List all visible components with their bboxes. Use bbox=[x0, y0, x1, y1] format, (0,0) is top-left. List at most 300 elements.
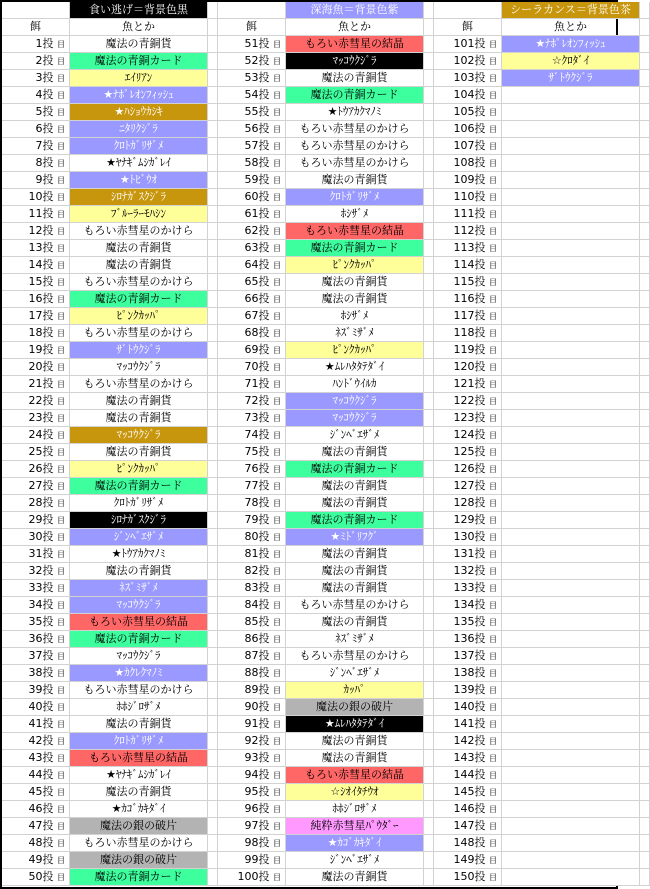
fish-cell[interactable]: 純粋赤彗星ﾊﾟｳﾀﾞｰ bbox=[286, 818, 424, 835]
bait-number-cell[interactable] bbox=[2, 138, 70, 155]
fish-cell[interactable] bbox=[502, 665, 640, 682]
fish-cell[interactable] bbox=[502, 257, 640, 274]
bait-number-cell[interactable] bbox=[218, 240, 286, 257]
bait-number-cell[interactable] bbox=[218, 138, 286, 155]
fish-cell[interactable] bbox=[502, 648, 640, 665]
bait-number-cell[interactable] bbox=[218, 155, 286, 172]
fish-cell[interactable]: 魔法の青銅カード bbox=[286, 461, 424, 478]
fish-cell[interactable]: 魔法の青銅貨 bbox=[70, 393, 208, 410]
bait-number-cell[interactable] bbox=[434, 70, 502, 87]
bait-number-cell[interactable] bbox=[218, 325, 286, 342]
fish-cell[interactable]: ｼﾛﾅｶﾞｽｸｼﾞﾗ bbox=[70, 189, 208, 206]
bait-number-cell[interactable] bbox=[434, 869, 502, 886]
bait-number-cell[interactable] bbox=[434, 427, 502, 444]
fish-cell[interactable]: ☆ｼｵｲﾀﾁｳｵ bbox=[286, 784, 424, 801]
bait-number-cell[interactable] bbox=[2, 699, 70, 716]
bait-number-cell[interactable] bbox=[218, 104, 286, 121]
fish-cell[interactable]: もろい赤彗星のかけら bbox=[286, 597, 424, 614]
fish-cell[interactable]: 魔法の青銅カード bbox=[70, 53, 208, 70]
bait-number-cell[interactable] bbox=[2, 223, 70, 240]
fish-cell[interactable] bbox=[502, 104, 640, 121]
bait-number-cell[interactable] bbox=[218, 291, 286, 308]
fish-cell[interactable]: もろい赤彗星の結晶 bbox=[286, 767, 424, 784]
fish-cell[interactable]: ★ﾔﾅｷﾞﾑｼｶﾞﾚｲ bbox=[70, 155, 208, 172]
bait-number-cell[interactable] bbox=[218, 767, 286, 784]
fish-cell[interactable] bbox=[502, 121, 640, 138]
bait-number-cell[interactable] bbox=[2, 172, 70, 189]
fish-cell[interactable] bbox=[502, 546, 640, 563]
fish-cell[interactable] bbox=[502, 750, 640, 767]
bait-number-cell[interactable] bbox=[434, 172, 502, 189]
bait-number-cell[interactable] bbox=[218, 223, 286, 240]
bait-number-cell[interactable] bbox=[2, 36, 70, 53]
bait-number-cell[interactable] bbox=[434, 529, 502, 546]
bait-number-cell[interactable] bbox=[218, 512, 286, 529]
fish-cell[interactable]: もろい赤彗星のかけら bbox=[286, 121, 424, 138]
bait-number-cell[interactable] bbox=[434, 393, 502, 410]
bait-number-cell[interactable] bbox=[218, 342, 286, 359]
bait-number-cell[interactable] bbox=[2, 614, 70, 631]
bait-number-cell[interactable] bbox=[218, 444, 286, 461]
fish-cell[interactable] bbox=[502, 427, 640, 444]
bait-number-cell[interactable] bbox=[434, 240, 502, 257]
bait-number-cell[interactable] bbox=[2, 682, 70, 699]
bait-number-cell[interactable] bbox=[218, 53, 286, 70]
fish-cell[interactable]: ﾏｯｺｳｸｼﾞﾗ bbox=[70, 359, 208, 376]
bait-number-cell[interactable] bbox=[2, 325, 70, 342]
fish-cell[interactable] bbox=[502, 580, 640, 597]
bait-number-cell[interactable] bbox=[434, 121, 502, 138]
fish-cell[interactable]: もろい赤彗星のかけら bbox=[286, 138, 424, 155]
fish-cell[interactable]: ﾏｯｺｳｸｼﾞﾗ bbox=[70, 597, 208, 614]
fish-cell[interactable] bbox=[502, 716, 640, 733]
bait-number-cell[interactable] bbox=[434, 444, 502, 461]
fish-cell[interactable]: もろい赤彗星のかけら bbox=[70, 274, 208, 291]
fish-cell[interactable]: 魔法の青銅貨 bbox=[286, 580, 424, 597]
fish-cell[interactable]: ﾏｯｺｳｸｼﾞﾗ bbox=[286, 53, 424, 70]
fish-cell[interactable]: もろい赤彗星のかけら bbox=[286, 648, 424, 665]
fish-cell[interactable]: ｼﾞﾝﾍﾞｴｻﾞﾒ bbox=[286, 427, 424, 444]
bait-number-cell[interactable] bbox=[2, 512, 70, 529]
fish-cell[interactable] bbox=[502, 206, 640, 223]
bait-number-cell[interactable] bbox=[218, 784, 286, 801]
bait-number-cell[interactable] bbox=[434, 189, 502, 206]
fish-cell[interactable] bbox=[502, 818, 640, 835]
bait-number-cell[interactable] bbox=[2, 546, 70, 563]
fish-cell[interactable]: ★ﾄﾋﾞｳｵ bbox=[70, 172, 208, 189]
fish-cell[interactable]: ﾋﾟﾝｸｶｯﾊﾟ bbox=[70, 461, 208, 478]
fish-cell[interactable]: ｼﾞﾝﾍﾞｴｻﾞﾒ bbox=[286, 665, 424, 682]
fish-cell[interactable]: 魔法の銀の破片 bbox=[70, 852, 208, 869]
bait-number-cell[interactable] bbox=[2, 767, 70, 784]
fish-cell[interactable] bbox=[502, 410, 640, 427]
fish-cell[interactable]: ｻﾞﾄｳｸｼﾞﾗ bbox=[502, 70, 640, 87]
bait-number-cell[interactable] bbox=[434, 597, 502, 614]
bait-number-cell[interactable] bbox=[2, 495, 70, 512]
fish-cell[interactable]: ﾈｽﾞﾐｻﾞﾒ bbox=[70, 580, 208, 597]
bait-number-cell[interactable] bbox=[218, 563, 286, 580]
fish-cell[interactable]: ﾈｽﾞﾐｻﾞﾒ bbox=[286, 325, 424, 342]
bait-number-cell[interactable] bbox=[218, 733, 286, 750]
fish-cell[interactable]: ★ﾅﾎﾟﾚｵﾝﾌｨｯｼｭ bbox=[70, 87, 208, 104]
bait-number-cell[interactable] bbox=[218, 529, 286, 546]
bait-number-cell[interactable] bbox=[2, 206, 70, 223]
bait-number-cell[interactable] bbox=[218, 869, 286, 886]
bait-number-cell[interactable] bbox=[218, 648, 286, 665]
fish-cell[interactable]: ★ｶｺﾞｶｷﾀﾞｲ bbox=[286, 835, 424, 852]
fish-cell[interactable]: 魔法の青銅貨 bbox=[70, 410, 208, 427]
bait-number-cell[interactable] bbox=[2, 784, 70, 801]
bait-number-cell[interactable] bbox=[2, 580, 70, 597]
fish-cell[interactable] bbox=[502, 852, 640, 869]
fish-cell[interactable]: ﾎﾎｼﾞﾛｻﾞﾒ bbox=[70, 699, 208, 716]
bait-number-cell[interactable] bbox=[218, 665, 286, 682]
fish-cell[interactable] bbox=[502, 563, 640, 580]
bait-number-cell[interactable] bbox=[2, 87, 70, 104]
bait-number-cell[interactable] bbox=[218, 818, 286, 835]
fish-cell[interactable]: 魔法の青銅貨 bbox=[286, 274, 424, 291]
fish-cell[interactable]: 魔法の青銅カード bbox=[286, 240, 424, 257]
fish-cell[interactable]: もろい赤彗星のかけら bbox=[70, 325, 208, 342]
fish-cell[interactable] bbox=[502, 223, 640, 240]
bait-number-cell[interactable] bbox=[434, 495, 502, 512]
bait-number-cell[interactable] bbox=[2, 648, 70, 665]
bait-number-cell[interactable] bbox=[2, 257, 70, 274]
bait-number-cell[interactable] bbox=[434, 512, 502, 529]
fish-cell[interactable]: 魔法の青銅貨 bbox=[286, 869, 424, 886]
fish-cell[interactable]: ｸﾛﾄｶﾞﾘｻﾞﾒ bbox=[70, 495, 208, 512]
fish-cell[interactable]: もろい赤彗星の結晶 bbox=[70, 750, 208, 767]
bait-number-cell[interactable] bbox=[434, 223, 502, 240]
bait-number-cell[interactable] bbox=[434, 648, 502, 665]
fish-cell[interactable]: ﾎｼｻﾞﾒ bbox=[286, 308, 424, 325]
fish-cell[interactable]: ｼﾛﾅｶﾞｽｸｼﾞﾗ bbox=[70, 512, 208, 529]
bait-number-cell[interactable] bbox=[2, 529, 70, 546]
fish-cell[interactable]: ﾋﾟﾝｸｶｯﾊﾟ bbox=[70, 308, 208, 325]
fish-cell[interactable] bbox=[502, 784, 640, 801]
fish-cell[interactable]: 魔法の青銅カード bbox=[70, 291, 208, 308]
fish-cell[interactable]: ｻﾞﾄｳｸｼﾞﾗ bbox=[70, 342, 208, 359]
fish-cell[interactable]: ﾌﾞﾙｰﾗｰﾓﾊｼﾝ bbox=[70, 206, 208, 223]
bait-number-cell[interactable] bbox=[218, 699, 286, 716]
bait-number-cell[interactable] bbox=[2, 70, 70, 87]
bait-number-cell[interactable] bbox=[434, 257, 502, 274]
bait-number-cell[interactable] bbox=[218, 716, 286, 733]
bait-number-cell[interactable] bbox=[218, 852, 286, 869]
bait-number-cell[interactable] bbox=[434, 342, 502, 359]
bait-number-cell[interactable] bbox=[2, 869, 70, 886]
fish-cell[interactable]: 魔法の青銅貨 bbox=[286, 495, 424, 512]
fish-cell[interactable] bbox=[502, 869, 640, 886]
fish-cell[interactable]: 魔法の青銅貨 bbox=[286, 614, 424, 631]
fish-cell[interactable]: ｼﾞﾝﾍﾞｴｻﾞﾒ bbox=[70, 529, 208, 546]
bait-number-cell[interactable] bbox=[2, 818, 70, 835]
bait-number-cell[interactable] bbox=[218, 631, 286, 648]
fish-cell[interactable]: もろい赤彗星のかけら bbox=[70, 835, 208, 852]
fish-cell[interactable]: 魔法の青銅カード bbox=[286, 87, 424, 104]
bait-number-cell[interactable] bbox=[434, 716, 502, 733]
fish-cell[interactable] bbox=[502, 138, 640, 155]
fish-cell[interactable]: ﾎｼｻﾞﾒ bbox=[286, 206, 424, 223]
fish-cell[interactable]: ﾏｯｺｳｸｼﾞﾗ bbox=[286, 393, 424, 410]
bait-number-cell[interactable] bbox=[2, 801, 70, 818]
bait-number-cell[interactable] bbox=[218, 495, 286, 512]
bait-number-cell[interactable] bbox=[218, 580, 286, 597]
fish-cell[interactable]: ★ｶｸﾚｸﾏﾉﾐ bbox=[70, 665, 208, 682]
bait-number-cell[interactable] bbox=[434, 733, 502, 750]
fish-cell[interactable] bbox=[502, 359, 640, 376]
fish-cell[interactable] bbox=[502, 801, 640, 818]
fish-cell[interactable]: 魔法の青銅貨 bbox=[286, 444, 424, 461]
bait-number-cell[interactable] bbox=[218, 172, 286, 189]
fish-cell[interactable] bbox=[502, 699, 640, 716]
bait-number-cell[interactable] bbox=[434, 818, 502, 835]
bait-number-cell[interactable] bbox=[2, 104, 70, 121]
bait-number-cell[interactable] bbox=[434, 614, 502, 631]
fish-cell[interactable] bbox=[502, 240, 640, 257]
bait-number-cell[interactable] bbox=[218, 461, 286, 478]
fish-cell[interactable]: ★ﾑﾚﾊﾀﾀﾃﾀﾞｲ bbox=[286, 716, 424, 733]
fish-cell[interactable] bbox=[502, 631, 640, 648]
fish-cell[interactable] bbox=[502, 308, 640, 325]
fish-cell[interactable]: ★ﾄｳｱｶｸﾏﾉﾐ bbox=[70, 546, 208, 563]
bait-number-cell[interactable] bbox=[2, 274, 70, 291]
bait-number-cell[interactable] bbox=[218, 410, 286, 427]
fish-cell[interactable]: 魔法の青銅カード bbox=[70, 631, 208, 648]
bait-number-cell[interactable] bbox=[2, 342, 70, 359]
fish-cell[interactable] bbox=[502, 767, 640, 784]
bait-number-cell[interactable] bbox=[218, 376, 286, 393]
fish-cell[interactable]: もろい赤彗星の結晶 bbox=[286, 36, 424, 53]
bait-number-cell[interactable] bbox=[218, 546, 286, 563]
fish-cell[interactable]: 魔法の青銅貨 bbox=[70, 716, 208, 733]
bait-number-cell[interactable] bbox=[218, 308, 286, 325]
fish-cell[interactable]: ﾎﾎｼﾞﾛｻﾞﾒ bbox=[286, 801, 424, 818]
fish-cell[interactable]: 魔法の青銅貨 bbox=[70, 240, 208, 257]
fish-cell[interactable]: 魔法の青銅カード bbox=[70, 869, 208, 886]
fish-cell[interactable]: ﾆﾀﾘｸｼﾞﾗ bbox=[70, 121, 208, 138]
fish-cell[interactable] bbox=[502, 444, 640, 461]
fish-cell[interactable]: もろい赤彗星のかけら bbox=[70, 682, 208, 699]
bait-number-cell[interactable] bbox=[2, 631, 70, 648]
fish-cell[interactable] bbox=[502, 478, 640, 495]
bait-number-cell[interactable] bbox=[218, 427, 286, 444]
bait-number-cell[interactable] bbox=[218, 36, 286, 53]
bait-number-cell[interactable] bbox=[434, 580, 502, 597]
fish-cell[interactable] bbox=[502, 393, 640, 410]
bait-number-cell[interactable] bbox=[218, 70, 286, 87]
bait-number-cell[interactable] bbox=[2, 291, 70, 308]
fish-cell[interactable] bbox=[502, 189, 640, 206]
fish-cell[interactable]: 魔法の青銅貨 bbox=[70, 784, 208, 801]
fish-cell[interactable] bbox=[502, 733, 640, 750]
fish-cell[interactable]: ﾊﾝﾄﾞｳｲﾙｶ bbox=[286, 376, 424, 393]
bait-number-cell[interactable] bbox=[434, 104, 502, 121]
fish-cell[interactable]: ★ﾔﾅｷﾞﾑｼｶﾞﾚｲ bbox=[70, 767, 208, 784]
fish-cell[interactable]: ★ﾅﾎﾟﾚｵﾝﾌｨｯｼｭ bbox=[502, 36, 640, 53]
bait-number-cell[interactable] bbox=[2, 240, 70, 257]
fish-cell[interactable]: 魔法の青銅貨 bbox=[286, 478, 424, 495]
bait-number-cell[interactable] bbox=[434, 665, 502, 682]
fish-cell[interactable] bbox=[502, 835, 640, 852]
fish-cell[interactable]: ｴｲﾘｱﾝ bbox=[70, 70, 208, 87]
bait-number-cell[interactable] bbox=[434, 206, 502, 223]
bait-number-cell[interactable] bbox=[434, 53, 502, 70]
bait-number-cell[interactable] bbox=[434, 631, 502, 648]
bait-number-cell[interactable] bbox=[434, 274, 502, 291]
fish-cell[interactable]: もろい赤彗星のかけら bbox=[286, 155, 424, 172]
fish-cell[interactable]: ★ｶｺﾞｶｷﾀﾞｲ bbox=[70, 801, 208, 818]
fish-cell[interactable]: 魔法の青銅貨 bbox=[70, 563, 208, 580]
fish-cell[interactable]: ｸﾛﾄｶﾞﾘｻﾞﾒ bbox=[286, 189, 424, 206]
fish-cell[interactable] bbox=[502, 614, 640, 631]
bait-number-cell[interactable] bbox=[2, 155, 70, 172]
fish-cell[interactable]: ﾋﾟﾝｸｶｯﾊﾟ bbox=[286, 342, 424, 359]
fish-cell[interactable] bbox=[502, 461, 640, 478]
bait-number-cell[interactable] bbox=[218, 257, 286, 274]
fish-cell[interactable] bbox=[502, 495, 640, 512]
bait-number-cell[interactable] bbox=[434, 461, 502, 478]
fish-cell[interactable]: ｸﾛﾄｶﾞﾘｻﾞﾒ bbox=[70, 733, 208, 750]
fish-cell[interactable]: 魔法の青銅貨 bbox=[70, 444, 208, 461]
fish-cell[interactable] bbox=[502, 87, 640, 104]
fish-cell[interactable]: ★ﾊｼｮｳｶｼｷ bbox=[70, 104, 208, 121]
fish-cell[interactable]: 魔法の青銅貨 bbox=[70, 36, 208, 53]
fish-cell[interactable] bbox=[502, 172, 640, 189]
bait-number-cell[interactable] bbox=[434, 478, 502, 495]
bait-number-cell[interactable] bbox=[2, 427, 70, 444]
fish-cell[interactable]: 魔法の銀の破片 bbox=[286, 699, 424, 716]
bait-number-cell[interactable] bbox=[2, 444, 70, 461]
fish-cell[interactable]: 魔法の銀の破片 bbox=[70, 818, 208, 835]
bait-number-cell[interactable] bbox=[434, 87, 502, 104]
bait-number-cell[interactable] bbox=[434, 376, 502, 393]
fish-cell[interactable] bbox=[502, 325, 640, 342]
bait-number-cell[interactable] bbox=[434, 155, 502, 172]
fish-cell[interactable]: 魔法の青銅貨 bbox=[286, 733, 424, 750]
bait-number-cell[interactable] bbox=[434, 138, 502, 155]
fish-cell[interactable]: ★ﾄｳｱｶｸﾏﾉﾐ bbox=[286, 104, 424, 121]
fish-cell[interactable]: 魔法の青銅貨 bbox=[286, 70, 424, 87]
fish-cell[interactable] bbox=[502, 291, 640, 308]
bait-number-cell[interactable] bbox=[434, 325, 502, 342]
bait-number-cell[interactable] bbox=[218, 87, 286, 104]
fish-cell[interactable]: ﾋﾟﾝｸｶｯﾊﾟ bbox=[286, 257, 424, 274]
fish-cell[interactable] bbox=[502, 597, 640, 614]
bait-number-cell[interactable] bbox=[2, 597, 70, 614]
bait-number-cell[interactable] bbox=[434, 546, 502, 563]
bait-number-cell[interactable] bbox=[218, 801, 286, 818]
fish-cell[interactable]: ｸﾛﾄｶﾞﾘｻﾞﾒ bbox=[70, 138, 208, 155]
bait-number-cell[interactable] bbox=[434, 835, 502, 852]
bait-number-cell[interactable] bbox=[2, 53, 70, 70]
fish-cell[interactable] bbox=[502, 376, 640, 393]
bait-number-cell[interactable] bbox=[434, 852, 502, 869]
bait-number-cell[interactable] bbox=[218, 478, 286, 495]
bait-number-cell[interactable] bbox=[434, 291, 502, 308]
bait-number-cell[interactable] bbox=[434, 308, 502, 325]
fish-cell[interactable] bbox=[502, 274, 640, 291]
fish-cell[interactable] bbox=[502, 682, 640, 699]
bait-number-cell[interactable] bbox=[218, 359, 286, 376]
bait-number-cell[interactable] bbox=[434, 699, 502, 716]
bait-number-cell[interactable] bbox=[2, 733, 70, 750]
fish-cell[interactable]: 魔法の青銅貨 bbox=[70, 257, 208, 274]
bait-number-cell[interactable] bbox=[434, 801, 502, 818]
bait-number-cell[interactable] bbox=[2, 410, 70, 427]
fish-cell[interactable]: もろい赤彗星の結晶 bbox=[70, 614, 208, 631]
fish-cell[interactable]: ★ﾑﾚﾊﾀﾀﾃﾀﾞｲ bbox=[286, 359, 424, 376]
bait-number-cell[interactable] bbox=[434, 767, 502, 784]
bait-number-cell[interactable] bbox=[218, 121, 286, 138]
fish-cell[interactable]: 魔法の青銅貨 bbox=[286, 546, 424, 563]
fish-cell[interactable]: もろい赤彗星のかけら bbox=[70, 223, 208, 240]
fish-cell[interactable]: 魔法の青銅貨 bbox=[286, 563, 424, 580]
fish-cell[interactable] bbox=[502, 529, 640, 546]
fish-cell[interactable] bbox=[502, 155, 640, 172]
bait-number-cell[interactable] bbox=[434, 359, 502, 376]
fish-cell[interactable]: もろい赤彗星の結晶 bbox=[286, 223, 424, 240]
bait-number-cell[interactable] bbox=[434, 563, 502, 580]
bait-number-cell[interactable] bbox=[218, 682, 286, 699]
fish-cell[interactable]: ﾏｯｺｳｸｼﾞﾗ bbox=[286, 410, 424, 427]
bait-number-cell[interactable] bbox=[218, 614, 286, 631]
fish-cell[interactable]: ﾏｯｺｳｸｼﾞﾗ bbox=[70, 427, 208, 444]
bait-number-cell[interactable] bbox=[434, 682, 502, 699]
fish-cell[interactable]: ｶｯﾊﾟ bbox=[286, 682, 424, 699]
bait-number-cell[interactable] bbox=[218, 189, 286, 206]
fish-cell[interactable]: 魔法の青銅貨 bbox=[286, 750, 424, 767]
bait-number-cell[interactable] bbox=[434, 750, 502, 767]
bait-number-cell[interactable] bbox=[2, 750, 70, 767]
bait-number-cell[interactable] bbox=[2, 461, 70, 478]
bait-number-cell[interactable] bbox=[434, 410, 502, 427]
fish-cell[interactable]: ﾏｯｺｳｸｼﾞﾗ bbox=[70, 648, 208, 665]
bait-number-cell[interactable] bbox=[218, 835, 286, 852]
bait-number-cell[interactable] bbox=[2, 393, 70, 410]
fish-cell[interactable]: ﾈｽﾞﾐｻﾞﾒ bbox=[286, 631, 424, 648]
bait-number-cell[interactable] bbox=[2, 478, 70, 495]
bait-number-cell[interactable] bbox=[434, 36, 502, 53]
fish-cell[interactable]: 魔法の青銅カード bbox=[70, 478, 208, 495]
bait-number-cell[interactable] bbox=[218, 597, 286, 614]
bait-number-cell[interactable] bbox=[434, 784, 502, 801]
bait-number-cell[interactable] bbox=[2, 376, 70, 393]
fish-cell[interactable]: ★ﾐﾄﾞﾘﾌｸﾞ bbox=[286, 529, 424, 546]
bait-number-cell[interactable] bbox=[2, 563, 70, 580]
bait-number-cell[interactable] bbox=[218, 750, 286, 767]
bait-number-cell[interactable] bbox=[2, 852, 70, 869]
bait-number-cell[interactable] bbox=[2, 665, 70, 682]
bait-number-cell[interactable] bbox=[218, 206, 286, 223]
bait-number-cell[interactable] bbox=[2, 121, 70, 138]
bait-number-cell[interactable] bbox=[2, 189, 70, 206]
fish-cell[interactable]: ｼﾞﾝﾍﾞｴｻﾞﾒ bbox=[286, 852, 424, 869]
fish-cell[interactable]: 魔法の青銅貨 bbox=[286, 291, 424, 308]
fish-cell[interactable]: ☆ｸﾛﾀﾞｲ bbox=[502, 53, 640, 70]
fish-cell[interactable]: 魔法の青銅カード bbox=[286, 512, 424, 529]
fish-cell[interactable] bbox=[502, 342, 640, 359]
fish-cell[interactable]: 魔法の青銅貨 bbox=[286, 172, 424, 189]
bait-number-cell[interactable] bbox=[2, 716, 70, 733]
bait-number-cell[interactable] bbox=[2, 308, 70, 325]
bait-number-cell[interactable] bbox=[218, 274, 286, 291]
bait-number-cell[interactable] bbox=[2, 359, 70, 376]
fish-cell[interactable]: もろい赤彗星のかけら bbox=[70, 376, 208, 393]
bait-number-cell[interactable] bbox=[2, 835, 70, 852]
fish-cell[interactable] bbox=[502, 512, 640, 529]
bait-number-cell[interactable] bbox=[218, 393, 286, 410]
